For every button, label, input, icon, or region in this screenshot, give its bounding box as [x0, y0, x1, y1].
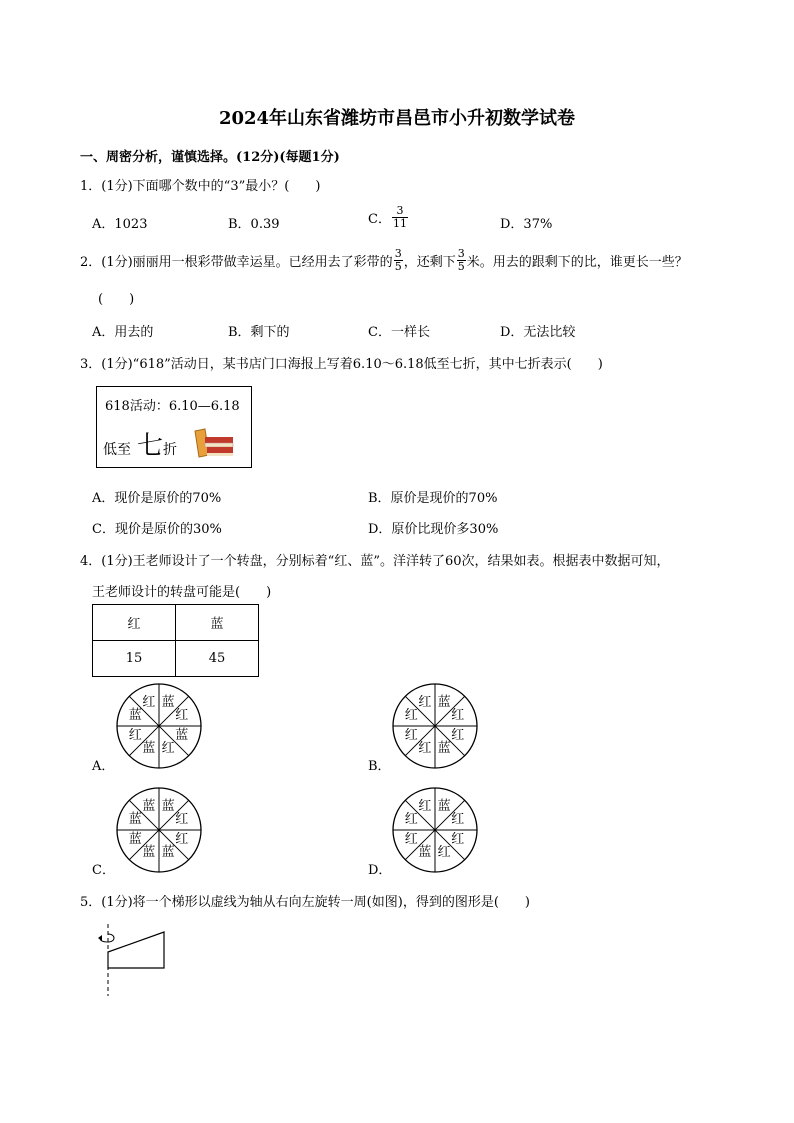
q3-option-b: B．原价是现价的70%	[368, 491, 498, 506]
spinner-sector-label: 蓝	[437, 798, 451, 814]
spinner-sector-label: 红	[142, 694, 156, 710]
results-table	[92, 604, 259, 677]
spinner-sector-label: 红	[418, 741, 432, 757]
spinner-sector-label: 蓝	[161, 694, 175, 710]
spinner-sector-label: 红	[404, 708, 418, 724]
poster-date-line: 618活动：6.10—6.18	[105, 399, 240, 414]
q1-option-c: C． $\frac{3}{11}$	[368, 204, 407, 230]
spinner-sector-label: 红	[128, 727, 142, 743]
spinner-wheel-a	[115, 682, 203, 770]
spinner-sector-label: 红	[451, 831, 465, 847]
spinner-sector-label: 红	[451, 727, 465, 743]
question-4-stem-line1: 4．(1分)王老师设计了一个转盘，分别标着“红、蓝”。洋洋转了60次，结果如表。根据表中数据可知，	[80, 554, 670, 569]
spinner-sector-label: 蓝	[128, 831, 142, 847]
q4-option-a-label: A．	[92, 759, 115, 774]
books-icon	[193, 427, 237, 459]
sale-poster	[96, 386, 252, 468]
table-cell-red: 15	[93, 641, 176, 677]
table-header-blue: 蓝	[176, 605, 259, 641]
spinner-wheel-d	[391, 786, 479, 874]
spinner-sector-label: 红	[175, 812, 189, 828]
spinner-sector-label: 蓝	[142, 845, 156, 861]
question-2-stem: 2．(1分)丽丽用一根彩带做幸运星。已经用去了彩带的 $\frac{3}{5}$ ，还剩下 $\frac{3}{5}$ 米。用去的跟剩下的比，谁更长一些？	[80, 247, 688, 273]
q3-option-c: C．现价是原价的30%	[92, 522, 222, 537]
spinner-sector-label: 蓝	[128, 812, 142, 828]
spinner-wheel-c	[115, 786, 203, 874]
q1-option-d: D．37%	[500, 217, 553, 232]
spinner-sector-label: 红	[437, 845, 451, 861]
spinner-sector-label: 蓝	[142, 741, 156, 757]
q3-option-a: A．现价是原价的70%	[92, 491, 222, 506]
table-cell-blue: 45	[176, 641, 259, 677]
table-row	[93, 641, 259, 677]
poster-low-text: 低至	[103, 442, 131, 458]
q2-option-d: D．无法比较	[500, 325, 576, 340]
spinner-sector-label: 红	[451, 708, 465, 724]
table-header-row	[93, 605, 259, 641]
spinner-wheel-graphic	[391, 786, 479, 874]
spinner-sector-label: 红	[404, 727, 418, 743]
section-heading: 一、周密分析，谨慎选择。(12分)(每题1分)	[80, 150, 340, 165]
spinner-sector-label: 蓝	[175, 727, 189, 743]
spinner-sector-label: 蓝	[128, 708, 142, 724]
question-1-stem: 1．(1分)下面哪个数中的“3”最小？( )	[80, 179, 321, 194]
q2-answer-paren: ( )	[98, 292, 135, 307]
question-3-stem: 3．(1分)“618”活动日，某书店门口海报上写着6.10～6.18低至七折，其中七折表示( )	[80, 357, 603, 372]
spinner-sector-label: 蓝	[161, 845, 175, 861]
spinner-wheel-graphic	[115, 786, 203, 874]
spinner-wheel-graphic	[115, 682, 203, 770]
spinner-sector-label: 红	[175, 831, 189, 847]
question-4-stem-line2: 王老师设计的转盘可能是( )	[92, 585, 272, 600]
q3-option-d: D．原价比现价多30%	[368, 522, 499, 537]
q1-option-a: A．1023	[92, 217, 148, 232]
spinner-sector-label: 红	[404, 831, 418, 847]
spinner-sector-label: 红	[418, 694, 432, 710]
q2-option-b: B．剩下的	[228, 325, 290, 340]
q2-option-c: C．一样长	[368, 325, 430, 340]
spinner-sector-label: 蓝	[418, 845, 432, 861]
spinner-sector-label: 红	[161, 741, 175, 757]
spinner-sector-label: 蓝	[161, 798, 175, 814]
spinner-sector-label: 红	[451, 812, 465, 828]
spinner-wheel-graphic	[391, 682, 479, 770]
q1-option-b: B．0.39	[228, 217, 280, 232]
spinner-sector-label: 蓝	[142, 798, 156, 814]
q4-option-b-label: B．	[368, 759, 391, 774]
spinner-sector-label: 蓝	[437, 741, 451, 757]
spinner-sector-label: 红	[404, 812, 418, 828]
q4-option-d-label: D．	[368, 863, 392, 878]
spinner-sector-label: 红	[418, 798, 432, 814]
table-header-red: 红	[93, 605, 176, 641]
q2-option-a: A．用去的	[92, 325, 154, 340]
page-title: 2024年山东省潍坊市昌邑市小升初数学试卷	[218, 108, 576, 129]
spinner-sector-label: 蓝	[437, 694, 451, 710]
spinner-wheel-b	[391, 682, 479, 770]
trapezoid-rotation-figure	[92, 920, 172, 1000]
spinner-sector-label: 红	[175, 708, 189, 724]
q4-option-c-label: C．	[92, 863, 115, 878]
poster-seven-text: 七	[137, 431, 164, 461]
poster-discount-text: 折	[163, 442, 177, 458]
question-5-stem: 5．(1分)将一个梯形以虚线为轴从右向左旋转一周(如图)，得到的图形是( )	[80, 895, 530, 910]
